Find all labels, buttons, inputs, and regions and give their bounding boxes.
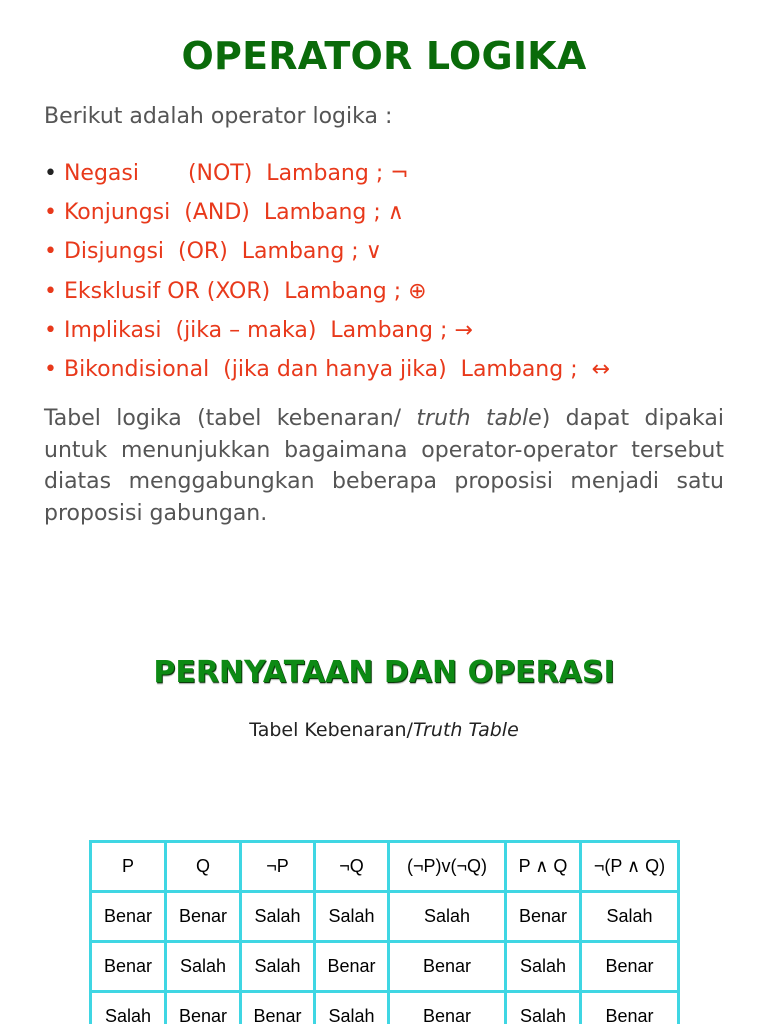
table-cell: Salah — [506, 942, 581, 992]
table-row — [91, 992, 679, 1024]
operator-item-xor — [44, 272, 610, 311]
table-cell: Salah — [389, 892, 506, 942]
operator-list — [44, 154, 610, 389]
caption-italic: Truth Table — [412, 719, 519, 741]
table-cell: Salah — [241, 942, 315, 992]
paragraph-text-end: ) dapat dipakai untuk menunjukkan bagaimana operator-operator tersebut diatas menggabungkan beberapa proposisi menjadi satu proposisi gabungan. — [44, 406, 724, 526]
bullet: • — [44, 239, 57, 265]
table-caption — [0, 719, 768, 741]
table-cell: Salah — [315, 992, 389, 1024]
column-header: Q — [166, 842, 241, 892]
bullet: • — [44, 200, 57, 226]
operator-text: Disjungsi (OR) Lambang ; ∨ — [56, 239, 382, 265]
intro-text: Berikut adalah operator logika : — [44, 104, 393, 129]
bullet: • — [44, 317, 57, 343]
operator-text: Implikasi (jika – maka) Lambang ; → — [56, 317, 473, 343]
section-title: PERNYATAAN DAN OPERASI — [153, 655, 615, 690]
table-cell: Salah — [91, 992, 166, 1024]
bullet: • — [44, 278, 57, 304]
operator-text: Negasi (NOT) Lambang ; ¬ — [56, 161, 409, 186]
table-cell: Benar — [91, 942, 166, 992]
column-header: P — [91, 842, 166, 892]
table-cell: Benar — [506, 892, 581, 942]
bullet: • — [44, 357, 57, 383]
column-header: ¬Q — [315, 842, 389, 892]
truth-table — [89, 840, 680, 1024]
table-header-row — [91, 842, 679, 892]
description-paragraph — [44, 403, 724, 529]
bullet: • — [44, 161, 57, 186]
table-cell: Salah — [166, 942, 241, 992]
table-cell: Benar — [315, 942, 389, 992]
operator-text: Konjungsi (AND) Lambang ; ∧ — [56, 200, 404, 226]
table-row — [91, 892, 679, 942]
slide-title: OPERATOR LOGIKA — [181, 34, 587, 78]
table-cell: Benar — [91, 892, 166, 942]
paragraph-italic-term: truth table — [416, 406, 542, 431]
column-header: ¬P — [241, 842, 315, 892]
column-header: (¬P)v(¬Q) — [389, 842, 506, 892]
operator-item-disjungsi — [44, 232, 610, 271]
table-cell: Salah — [506, 992, 581, 1024]
table-cell: Benar — [166, 892, 241, 942]
table-cell: Benar — [389, 992, 506, 1024]
table-cell: Benar — [241, 992, 315, 1024]
table-cell: Benar — [166, 992, 241, 1024]
table-row — [91, 942, 679, 992]
operator-item-negasi — [44, 154, 610, 193]
table-cell: Salah — [241, 892, 315, 942]
table-cell: Salah — [581, 892, 679, 942]
operator-item-bikondisional — [44, 350, 610, 389]
table-cell: Benar — [389, 942, 506, 992]
operator-item-konjungsi — [44, 193, 610, 232]
table-cell: Benar — [581, 942, 679, 992]
operator-text: Bikondisional (jika dan hanya jika) Lambang ; ↔ — [56, 357, 611, 383]
caption-text: Tabel Kebenaran/ — [249, 719, 413, 741]
table-cell: Salah — [315, 892, 389, 942]
operator-item-implikasi — [44, 311, 610, 350]
paragraph-text-start: Tabel logika (tabel kebenaran/ — [44, 406, 417, 431]
column-header: ¬(P ∧ Q) — [581, 842, 679, 892]
operator-text: Eksklusif OR (XOR) Lambang ; ⊕ — [56, 278, 427, 304]
table-cell: Benar — [581, 992, 679, 1024]
column-header: P ∧ Q — [506, 842, 581, 892]
